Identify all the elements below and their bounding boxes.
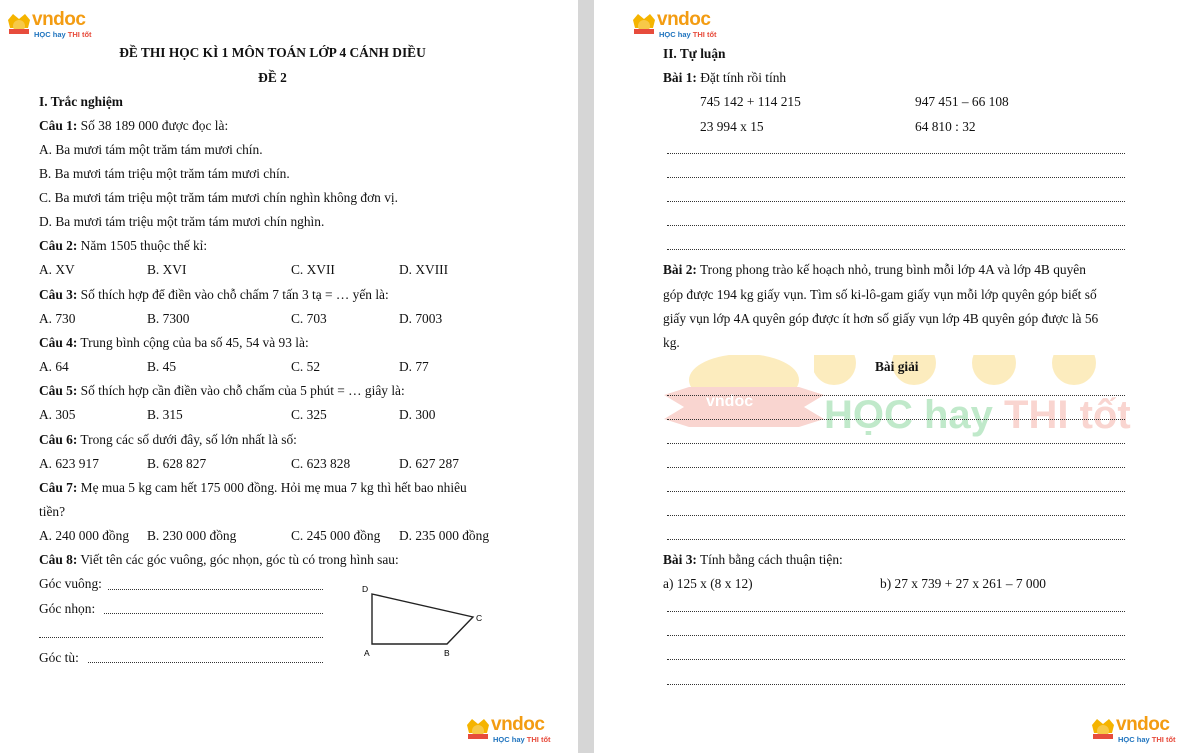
answer-line-right-angle[interactable] — [108, 589, 323, 590]
question-8: Câu 8: Viết tên các góc vuông, góc nhọn, góc tù có trong hình sau: — [39, 552, 399, 567]
q3-option-d: D. 7003 — [399, 311, 443, 326]
logo-wordmark: vndoc — [657, 9, 711, 30]
q4-option-c: C. 52 — [291, 359, 321, 374]
answer-line-acute-angle[interactable] — [104, 613, 323, 614]
exercise-1-op-1: 745 142 + 114 215 — [700, 94, 801, 109]
answer-line[interactable] — [667, 395, 1125, 396]
answer-line[interactable] — [667, 153, 1125, 154]
q7-option-b: B. 230 000 đồng — [147, 528, 237, 543]
exercise-2-line-2: góp được 194 kg giấy vụn. Tìm số ki-lô-gam giấy vụn mỗi lớp quyên góp biết số — [663, 287, 1097, 302]
q6-option-c: C. 623 828 — [291, 456, 351, 471]
watermark-mascot-icon — [664, 355, 824, 445]
question-7: Câu 7: Mẹ mua 5 kg cam hết 175 000 đồng. Hỏi mẹ mua 7 kg thì hết bao nhiêu — [39, 480, 467, 495]
exercise-1-op-4: 64 810 : 32 — [915, 119, 976, 134]
obtuse-angle-label: Góc tù: — [39, 650, 79, 665]
exercise-2-line-4: kg. — [663, 335, 680, 350]
answer-line[interactable] — [667, 249, 1125, 250]
section-heading-multiple-choice: I. Trắc nghiệm — [39, 94, 123, 109]
answer-line-obtuse-angle[interactable] — [88, 662, 323, 663]
answer-line[interactable] — [667, 491, 1125, 492]
q7-option-c: C. 245 000 đồng — [291, 528, 381, 543]
document-page-1 — [0, 0, 578, 753]
answer-line-extra[interactable] — [39, 637, 323, 638]
logo-tagline: HỌC hay THI tốt — [1118, 735, 1176, 744]
vndoc-footer-logo — [1090, 715, 1182, 747]
q3-option-b: B. 7300 — [147, 311, 190, 326]
q7-option-d: D. 235 000 đồng — [399, 528, 490, 543]
answer-line[interactable] — [667, 201, 1125, 202]
q3-option-a: A. 730 — [39, 311, 76, 326]
question-1: Câu 1: Số 38 189 000 được đọc là: — [39, 118, 229, 133]
crown-mascot-icon — [631, 10, 657, 36]
section-heading-essay: II. Tự luận — [663, 46, 726, 61]
answer-line[interactable] — [667, 539, 1125, 540]
crown-mascot-icon — [6, 10, 32, 36]
question-4: Câu 4: Trung bình cộng của ba số 45, 54 và 93 là: — [39, 335, 309, 350]
q7-option-a: A. 240 000 đồng — [39, 528, 130, 543]
exercise-1-op-3: 23 994 x 15 — [700, 119, 764, 134]
exercise-1: Bài 1: Đặt tính rồi tính — [663, 70, 787, 85]
q6-option-b: B. 628 827 — [147, 456, 207, 471]
vndoc-logo — [631, 10, 751, 42]
document-page-2 — [594, 0, 1182, 753]
document-title: ĐỀ THI HỌC KÌ 1 MÔN TOÁN LỚP 4 CÁNH DIỀU — [119, 45, 426, 60]
logo-tagline: HỌC hay THI tốt — [493, 735, 551, 744]
q2-option-c: C. XVII — [291, 262, 335, 277]
q5-option-c: C. 325 — [291, 407, 327, 422]
logo-wordmark: vndoc — [32, 9, 86, 30]
watermark-circles-icon — [814, 355, 1124, 391]
right-angle-label: Góc vuông: — [39, 576, 102, 591]
answer-line[interactable] — [667, 635, 1125, 636]
logo-wordmark: vndoc — [1116, 714, 1170, 735]
exercise-3-part-b: b) 27 x 739 + 27 x 261 – 7 000 — [880, 576, 1047, 591]
solution-heading: Bài giải — [875, 359, 919, 374]
quadrilateral-figure — [355, 580, 495, 665]
vndoc-footer-logo — [465, 715, 575, 747]
q1-option-c: C. Ba mươi tám triệu một trăm tám mươi chín nghìn không đơn vị. — [39, 190, 398, 205]
question-5: Câu 5: Số thích hợp cần điền vào chỗ chấm của 5 phút = … giây là: — [39, 383, 405, 398]
q5-option-d: D. 300 — [399, 407, 436, 422]
exercise-3-part-a: a) 125 x (8 x 12) — [663, 576, 753, 591]
answer-line[interactable] — [667, 419, 1125, 420]
crown-mascot-icon — [1090, 715, 1116, 741]
q4-option-a: A. 64 — [39, 359, 69, 374]
crown-mascot-icon — [465, 715, 491, 741]
exercise-1-op-2: 947 451 – 66 108 — [915, 94, 1009, 109]
logo-tagline: HỌC hay THI tốt — [34, 30, 92, 39]
q2-option-b: B. XVI — [147, 262, 187, 277]
answer-line[interactable] — [667, 515, 1125, 516]
q2-option-d: D. XVIII — [399, 262, 449, 277]
vertex-label-a: A — [364, 648, 370, 658]
answer-line[interactable] — [667, 684, 1125, 685]
exercise-3: Bài 3: Tính bằng cách thuận tiện: — [663, 552, 843, 567]
exercise-2-line-3: giấy vụn lớp 4A quyên góp được ít hơn số giấy vụn lớp 4B quyên góp được là 56 — [663, 311, 1099, 326]
exercise-2-line-1: Bài 2: Trong phong trào kế hoạch nhỏ, trung bình mỗi lớp 4A và lớp 4B quyên — [663, 262, 1086, 277]
q3-option-c: C. 703 — [291, 311, 327, 326]
answer-line[interactable] — [667, 467, 1125, 468]
answer-line[interactable] — [667, 659, 1125, 660]
vertex-label-c: C — [476, 613, 483, 623]
watermark-wordmark: vndoc — [706, 393, 754, 410]
logo-wordmark: vndoc — [491, 714, 545, 735]
q6-option-a: A. 623 917 — [39, 456, 99, 471]
question-6: Câu 6: Trong các số dưới đây, số lớn nhất là số: — [39, 432, 297, 447]
logo-tagline: HỌC hay THI tốt — [659, 30, 717, 39]
q1-option-d: D. Ba mươi tám triệu một trăm tám mươi chín nghìn. — [39, 214, 325, 229]
question-3: Câu 3: Số thích hợp để điền vào chỗ chấm 7 tấn 3 tạ = … yến là: — [39, 287, 389, 302]
q1-option-b: B. Ba mươi tám triệu một trăm tám mươi chín. — [39, 166, 290, 181]
q6-option-d: D. 627 287 — [399, 456, 459, 471]
question-7-continued: tiền? — [39, 504, 66, 519]
q2-option-a: A. XV — [39, 262, 75, 277]
q5-option-b: B. 315 — [147, 407, 183, 422]
quadrilateral-shape — [372, 594, 473, 644]
vertex-label-d: D — [362, 584, 369, 594]
answer-line[interactable] — [667, 177, 1125, 178]
q5-option-a: A. 305 — [39, 407, 76, 422]
acute-angle-label: Góc nhọn: — [39, 601, 96, 616]
q1-option-a: A. Ba mươi tám một trăm tám mươi chín. — [39, 142, 263, 157]
vertex-label-b: B — [444, 648, 450, 658]
answer-line[interactable] — [667, 611, 1125, 612]
vndoc-logo — [6, 10, 126, 42]
watermark-slogan: HỌC hay THI tốt — [824, 393, 1131, 437]
q4-option-b: B. 45 — [147, 359, 177, 374]
document-subtitle: ĐỀ 2 — [258, 70, 287, 85]
q4-option-d: D. 77 — [399, 359, 429, 374]
answer-line[interactable] — [667, 225, 1125, 226]
answer-line[interactable] — [667, 443, 1125, 444]
question-2: Câu 2: Năm 1505 thuộc thế kỉ: — [39, 238, 208, 253]
